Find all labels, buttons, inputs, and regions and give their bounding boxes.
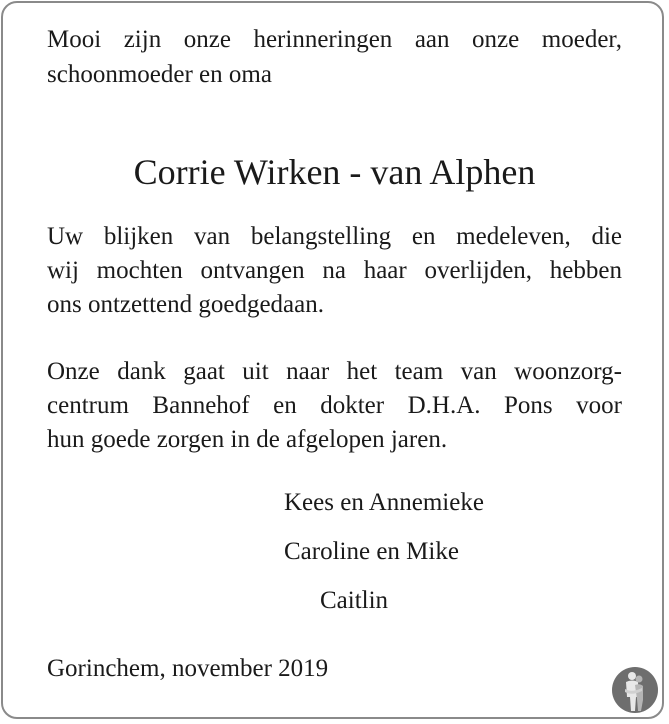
deceased-name: Corrie Wirken - van Alphen xyxy=(133,152,536,192)
signature: Caroline en Mike xyxy=(284,538,459,565)
paragraph-line: Uw blijken van belangstelling en medeleven, die xyxy=(47,223,622,250)
signature: Kees en Annemieke xyxy=(284,489,484,516)
intro-line: Mooi zijn onze herinneringen aan onze moeder, xyxy=(47,26,622,53)
paragraph-line: Onze dank gaat uit naar het team van woonzorg- xyxy=(47,358,622,385)
paragraph-line: hun goede zorgen in de afgelopen jaren. xyxy=(47,426,448,453)
paragraph-line: wij mochten ontvangen na haar overlijden, hebben xyxy=(47,257,622,284)
paragraph-line: ons ontzettend goedgedaan. xyxy=(47,291,324,318)
embrace-logo-icon xyxy=(612,667,658,713)
signature: Caitlin xyxy=(320,587,389,614)
intro-line: schoonmoeder en oma xyxy=(47,61,272,88)
place-date: Gorinchem, november 2019 xyxy=(47,655,329,682)
paragraph-line: centrum Bannehof en dokter D.H.A. Pons voor xyxy=(47,392,622,419)
